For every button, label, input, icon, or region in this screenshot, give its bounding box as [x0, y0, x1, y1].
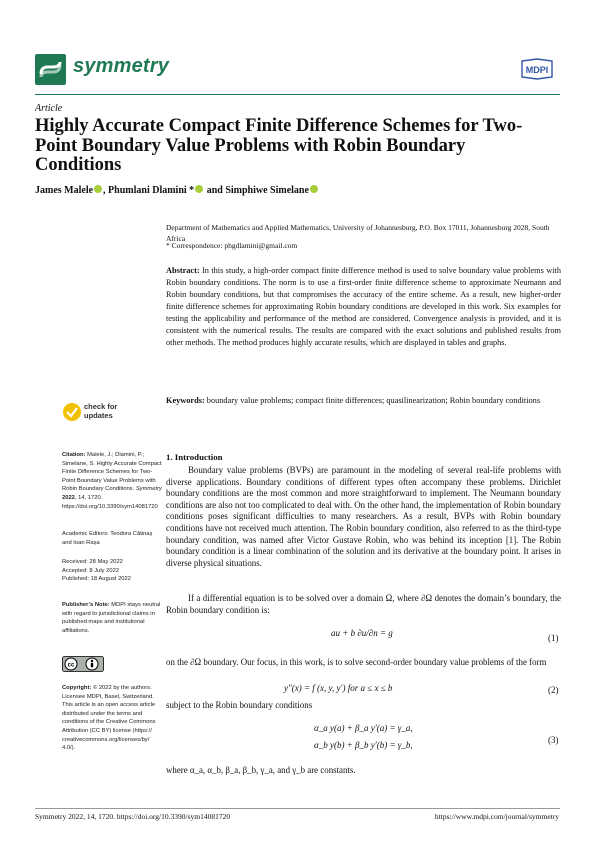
keywords-text: boundary value problems; compact finite differences; quasilinearization; Robin boundary conditions [206, 396, 541, 405]
mdpi-logo [518, 58, 556, 80]
orcid-icon[interactable] [310, 185, 318, 193]
article-type: Article [35, 103, 63, 114]
correspondence[interactable]: * Correspondence: phgdlamini@gmail.com [166, 241, 298, 250]
intro-paragraph: Boundary value problems (BVPs) are paramount in the modeling of several real-life problems with diverse applications. Boundary conditions of different types often accompany these problems. Dirichlet boundary conditions are the most common and more straightforward to implement. The Neumann boundary conditions are also not too complicated to deal with. On the other hand, the implementation of Robin boundary conditions poses significant difficulties to many researchers. As a result, BVPs with Robin boundary conditions have not received much attention. The Robin boundary condition, also referred to as the third-type boundary condition, was named after Victor Gustave Robin, who was behind its inception [1]. The Robin boundary condition is a linear combination of the solution and its derivative at the boundary point. It arises in diverse physical situations. [166, 465, 561, 568]
keywords-label: Keywords: [166, 396, 205, 405]
abstract [166, 265, 561, 349]
intro-paragraph: If a differential equation is to be solved over a domain Ω, where ∂Ω denotes the domain’s boundary, the Robin boundary condition is: [166, 593, 561, 615]
equation-1: au + b ∂u/∂n = g [331, 628, 393, 638]
citation-block: Citation: Malele, J.; Dlamini, P.; Simelane, S. Highly Accurate Compact Finite Difference Schemes for Two-Point Boundary Value Problems with Robin Boundary Conditions. Symmetry 2022, 14, 1720. https://doi.org/10.3390/sym14081720 [62, 452, 162, 510]
equation-3b: α_b y(b) + β_b y′(b) = γ_b, [314, 740, 413, 750]
journal-logo-icon [35, 54, 66, 85]
received-date: Received: 28 May 2022 [62, 559, 123, 565]
header-divider [35, 94, 560, 95]
intro-paragraph: subject to the Robin boundary conditions [166, 700, 313, 710]
check-for-updates-button[interactable]: check for updates [84, 402, 118, 420]
accepted-date: Accepted: 8 July 2022 [62, 567, 120, 574]
orcid-icon[interactable] [195, 185, 203, 193]
cc-by-license-icon[interactable] [62, 656, 104, 672]
abstract-text: In this study, a high-order compact finite difference method is used to solve boundary value problems with Robin boundary conditions. The norm is to use a first-order finite difference scheme to approximate Neumann and Robin boundary conditions, but that compromises the accuracy of the entire scheme. As a result, new higher-order finite difference schemes for approximating Robin boundary conditions are developed in this work. Six examples for testing the applicability and performance of the method are considered. Convergence analysis is provided, and it is consistent with the numerical results. The results are compared with the exact solutions and published results from other methods. The method produces highly accurate results, which are displayed in tables and graphs. [166, 266, 561, 347]
equation-number: (1) [548, 633, 559, 643]
article-title: Highly Accurate Compact Finite Difference Schemes for Two-Point Boundary Value Problems with Robin Boundary Conditions [35, 116, 523, 175]
section-heading: 1. Introduction [166, 452, 223, 462]
author-name[interactable]: James Malele [35, 185, 94, 196]
author-name[interactable]: Phumlani Dlamini * [108, 185, 195, 196]
equation-2: y″(x) = f (x, y, y′) for a ≤ x ≤ b [284, 683, 393, 693]
abstract-label: Abstract: [166, 266, 200, 275]
affiliation: Department of Mathematics and Applied Mathematics, University of Johannesburg, P.O. Box 17011, Johannesburg 2028, South Africa [166, 223, 550, 243]
academic-editors: Academic Editors: Teodora Cătinaș and Ioan Rașa [62, 531, 153, 546]
publication-dates [62, 558, 162, 584]
equation-number: (3) [548, 735, 559, 745]
keywords [166, 395, 561, 407]
equation-3a: α_a y(a) + β_a y′(a) = γ_a, [314, 723, 413, 733]
published-date: Published: 18 August 2022 [62, 576, 131, 583]
copyright-notice: Copyright: © 2022 by the authors. Licensee MDPI, Basel, Switzerland. This article is an open access article distributed under the terms and conditions of the Creative Commons Attribution (CC BY) license (https:// creativecommons.org/licenses/by/ 4.0/). [62, 685, 156, 752]
orcid-icon[interactable] [94, 185, 102, 193]
journal-name: symmetry [73, 55, 170, 77]
footer-journal-url[interactable]: https://www.mdpi.com/journal/symmetry [434, 812, 559, 821]
footer-citation[interactable]: Symmetry 2022, 14, 1720. https://doi.org/10.3390/sym14081720 [35, 812, 231, 821]
intro-paragraph: where α_a, α_b, β_a, β_b, γ_a, and γ_b are constants. [166, 765, 356, 775]
footer-divider [35, 808, 560, 809]
svg-text:cc: cc [67, 662, 75, 669]
intro-paragraph: on the ∂Ω boundary. Our focus, in this work, is to solve second-order boundary value problems of the form [166, 657, 547, 667]
equation-number: (2) [548, 685, 559, 695]
svg-text:MDPI: MDPI [525, 65, 549, 75]
author-list: James Malele , Phumlani Dlamini * and Simphiwe Simelane [35, 185, 319, 196]
author-name[interactable]: Simphiwe Simelane [225, 185, 309, 196]
check-for-updates-icon[interactable] [62, 402, 82, 422]
publisher-note: Publisher’s Note: MDPI stays neutral with regard to jurisdictional claims in published maps and institutional affiliations. [62, 602, 161, 634]
